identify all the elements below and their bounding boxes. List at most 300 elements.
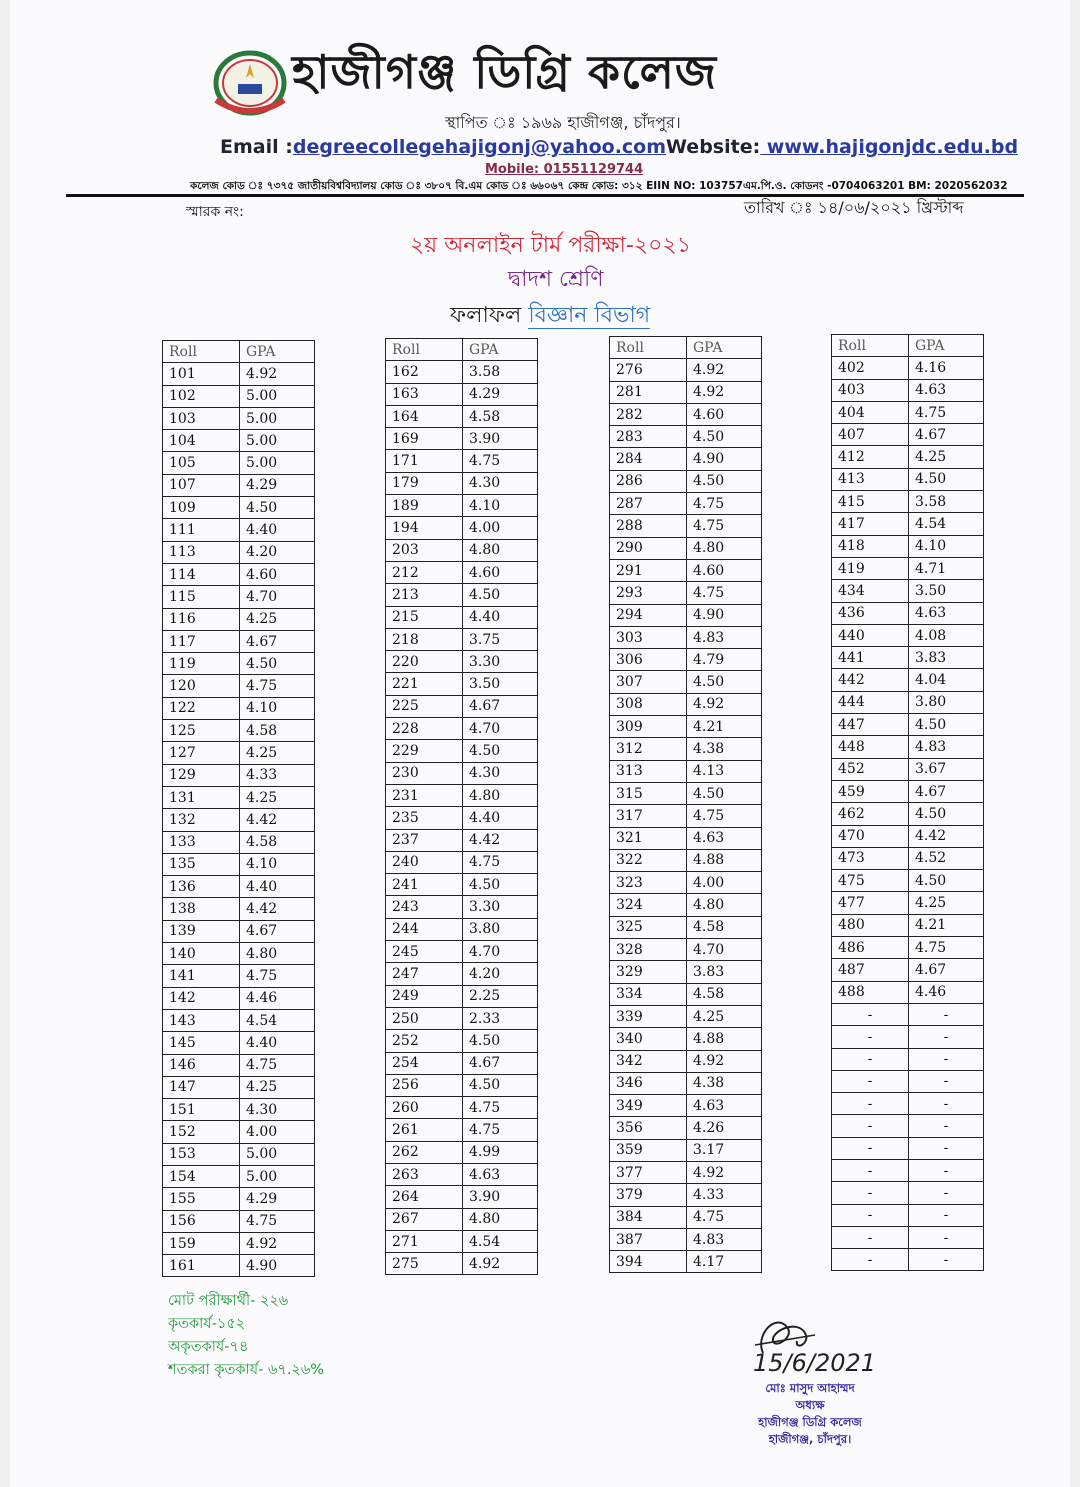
roll-cell: 340 bbox=[610, 1028, 687, 1050]
gpa-cell: 4.63 bbox=[687, 827, 762, 849]
roll-cell: - bbox=[832, 1204, 909, 1226]
gpa-cell: 3.58 bbox=[909, 491, 984, 513]
table-row bbox=[386, 1141, 538, 1163]
table-row bbox=[610, 1251, 762, 1273]
table-row bbox=[610, 916, 762, 938]
gpa-cell: 4.75 bbox=[463, 450, 538, 472]
gpa-cell: 4.00 bbox=[463, 517, 538, 539]
table-row bbox=[163, 586, 315, 608]
table-row bbox=[163, 541, 315, 563]
table-row bbox=[386, 1253, 538, 1275]
gpa-cell: 4.21 bbox=[687, 716, 762, 738]
gpa-cell: 4.67 bbox=[909, 780, 984, 802]
roll-cell: 284 bbox=[610, 448, 687, 470]
roll-cell: 151 bbox=[163, 1099, 240, 1121]
gpa-cell: 4.90 bbox=[240, 1255, 315, 1277]
table-row bbox=[832, 1182, 984, 1204]
table-row bbox=[386, 851, 538, 873]
roll-cell: 133 bbox=[163, 831, 240, 853]
roll-cell: 249 bbox=[386, 985, 463, 1007]
table-row bbox=[163, 653, 315, 675]
table-row bbox=[610, 515, 762, 537]
table-row bbox=[163, 1032, 315, 1054]
roll-column-header: Roll bbox=[832, 335, 909, 357]
roll-cell: - bbox=[832, 1159, 909, 1181]
table-row bbox=[610, 381, 762, 403]
roll-cell: 307 bbox=[610, 671, 687, 693]
table-row bbox=[386, 941, 538, 963]
gpa-cell: 4.92 bbox=[687, 1161, 762, 1183]
roll-cell: 230 bbox=[386, 762, 463, 784]
gpa-cell: 4.60 bbox=[240, 563, 315, 585]
table-row bbox=[386, 651, 538, 673]
roll-cell: - bbox=[832, 1226, 909, 1248]
table-row bbox=[163, 519, 315, 541]
roll-cell: 403 bbox=[832, 379, 909, 401]
table-row bbox=[832, 736, 984, 758]
table-row bbox=[832, 401, 984, 423]
gpa-cell: 4.70 bbox=[687, 939, 762, 961]
gpa-cell: 4.75 bbox=[463, 1119, 538, 1141]
roll-cell: 412 bbox=[832, 446, 909, 468]
roll-cell: 252 bbox=[386, 1030, 463, 1052]
table-row bbox=[832, 669, 984, 691]
table-row bbox=[386, 829, 538, 851]
gpa-cell: 4.75 bbox=[463, 851, 538, 873]
table-row bbox=[832, 513, 984, 535]
stamp-address: হাজীগঞ্জ, চাঁদপুর। bbox=[768, 1432, 852, 1446]
table-row bbox=[163, 965, 315, 987]
result-summary bbox=[168, 1290, 324, 1382]
gpa-cell: 4.40 bbox=[240, 1032, 315, 1054]
roll-cell: 434 bbox=[832, 580, 909, 602]
table-row bbox=[386, 1230, 538, 1252]
roll-cell: 404 bbox=[832, 401, 909, 423]
table-row bbox=[610, 649, 762, 671]
roll-cell: - bbox=[832, 1093, 909, 1115]
table-row bbox=[610, 827, 762, 849]
roll-cell: 287 bbox=[610, 493, 687, 515]
gpa-cell: 4.67 bbox=[909, 959, 984, 981]
table-row bbox=[610, 604, 762, 626]
gpa-cell: 4.16 bbox=[909, 357, 984, 379]
result-label: ফলাফল bbox=[450, 303, 522, 328]
gpa-cell: - bbox=[909, 1003, 984, 1025]
roll-cell: 213 bbox=[386, 584, 463, 606]
table-row bbox=[610, 1228, 762, 1250]
gpa-cell: 4.75 bbox=[240, 965, 315, 987]
gpa-cell: 4.75 bbox=[909, 401, 984, 423]
roll-cell: 377 bbox=[610, 1161, 687, 1183]
gpa-cell: 4.42 bbox=[240, 809, 315, 831]
result-table-1 bbox=[162, 340, 315, 1277]
gpa-column-header: GPA bbox=[687, 337, 762, 359]
roll-cell: 243 bbox=[386, 896, 463, 918]
table-row bbox=[163, 1232, 315, 1254]
roll-cell: 317 bbox=[610, 805, 687, 827]
roll-cell: 136 bbox=[163, 876, 240, 898]
table-row bbox=[163, 1009, 315, 1031]
roll-cell: 122 bbox=[163, 697, 240, 719]
established-line: স্থাপিত ঃ ১৯৬৯ হাজীগঞ্জ, চাঁদপুর। bbox=[445, 113, 681, 132]
table-row bbox=[386, 561, 538, 583]
table-row bbox=[163, 630, 315, 652]
gpa-cell: 4.13 bbox=[687, 760, 762, 782]
table-row bbox=[610, 426, 762, 448]
principal-name: মোঃ মাসুদ আহাম্মদ bbox=[765, 1381, 855, 1395]
roll-cell: 141 bbox=[163, 965, 240, 987]
gpa-cell: 4.50 bbox=[240, 653, 315, 675]
gpa-cell: 4.75 bbox=[687, 493, 762, 515]
table-row bbox=[610, 1028, 762, 1050]
table-row bbox=[163, 1121, 315, 1143]
table-row bbox=[163, 1076, 315, 1098]
table-row bbox=[163, 1099, 315, 1121]
table-row bbox=[610, 693, 762, 715]
table-row bbox=[386, 695, 538, 717]
roll-cell: 113 bbox=[163, 541, 240, 563]
gpa-cell: - bbox=[909, 1249, 984, 1271]
gpa-cell: 4.75 bbox=[909, 937, 984, 959]
gpa-column-header: GPA bbox=[909, 335, 984, 357]
gpa-cell: 4.50 bbox=[687, 470, 762, 492]
gpa-cell: 4.67 bbox=[463, 1052, 538, 1074]
table-row bbox=[832, 1137, 984, 1159]
table-row bbox=[386, 784, 538, 806]
roll-cell: 103 bbox=[163, 407, 240, 429]
table-row bbox=[832, 758, 984, 780]
table-row bbox=[832, 1159, 984, 1181]
roll-cell: 142 bbox=[163, 987, 240, 1009]
table-row bbox=[832, 535, 984, 557]
table-row bbox=[832, 870, 984, 892]
roll-cell: 115 bbox=[163, 586, 240, 608]
roll-cell: 413 bbox=[832, 468, 909, 490]
table-row bbox=[610, 582, 762, 604]
table-row bbox=[386, 1030, 538, 1052]
gpa-cell: 3.90 bbox=[463, 428, 538, 450]
table-row bbox=[832, 624, 984, 646]
roll-cell: 109 bbox=[163, 497, 240, 519]
gpa-cell: 4.67 bbox=[240, 920, 315, 942]
roll-cell: 473 bbox=[832, 847, 909, 869]
gpa-cell: 4.92 bbox=[687, 359, 762, 381]
roll-cell: 328 bbox=[610, 939, 687, 961]
roll-cell: 267 bbox=[386, 1208, 463, 1230]
roll-cell: 346 bbox=[610, 1072, 687, 1094]
gpa-cell: 4.67 bbox=[240, 630, 315, 652]
gpa-cell: 4.92 bbox=[687, 693, 762, 715]
handwritten-signature bbox=[745, 1305, 945, 1385]
table-row bbox=[832, 468, 984, 490]
table-row bbox=[163, 764, 315, 786]
table-row bbox=[832, 803, 984, 825]
result-table-2 bbox=[385, 338, 538, 1275]
roll-cell: 154 bbox=[163, 1165, 240, 1187]
table-row bbox=[386, 673, 538, 695]
table-row bbox=[832, 1226, 984, 1248]
memo-number: স্মারক নং: bbox=[186, 204, 244, 220]
gpa-cell: 4.50 bbox=[687, 782, 762, 804]
email-link[interactable]: degreecollegehajigonj@yahoo.com bbox=[292, 136, 667, 158]
table-row bbox=[832, 825, 984, 847]
gpa-cell: 4.40 bbox=[463, 807, 538, 829]
roll-cell: 131 bbox=[163, 786, 240, 808]
gpa-cell: 4.80 bbox=[463, 784, 538, 806]
gpa-cell: 4.54 bbox=[240, 1009, 315, 1031]
gpa-cell: 4.58 bbox=[240, 831, 315, 853]
table-row bbox=[610, 1050, 762, 1072]
roll-cell: 321 bbox=[610, 827, 687, 849]
roll-cell: 286 bbox=[610, 470, 687, 492]
table-row bbox=[832, 446, 984, 468]
gpa-cell: 3.75 bbox=[463, 628, 538, 650]
gpa-cell: 4.10 bbox=[463, 495, 538, 517]
roll-cell: 240 bbox=[386, 851, 463, 873]
roll-cell: 125 bbox=[163, 720, 240, 742]
roll-cell: 486 bbox=[832, 937, 909, 959]
issue-date: তারিখ ঃ ১৪/০৬/২০২১ খ্রিস্টাব্দ bbox=[744, 198, 964, 217]
gpa-cell: 3.30 bbox=[463, 651, 538, 673]
gpa-cell: 4.83 bbox=[687, 1228, 762, 1250]
table-row bbox=[832, 1115, 984, 1137]
gpa-cell: 5.00 bbox=[240, 385, 315, 407]
gpa-cell: 3.80 bbox=[463, 918, 538, 940]
roll-cell: 263 bbox=[386, 1163, 463, 1185]
table-row bbox=[163, 809, 315, 831]
gpa-cell: 4.67 bbox=[909, 424, 984, 446]
gpa-cell: 4.50 bbox=[687, 426, 762, 448]
gpa-cell: 4.58 bbox=[687, 916, 762, 938]
roll-cell: 164 bbox=[386, 405, 463, 427]
roll-cell: 229 bbox=[386, 740, 463, 762]
roll-cell: - bbox=[832, 1026, 909, 1048]
roll-cell: 323 bbox=[610, 872, 687, 894]
table-row bbox=[610, 448, 762, 470]
gpa-cell: 4.26 bbox=[687, 1117, 762, 1139]
gpa-cell: 5.00 bbox=[240, 407, 315, 429]
table-row bbox=[163, 407, 315, 429]
roll-cell: 132 bbox=[163, 809, 240, 831]
table-row bbox=[832, 491, 984, 513]
table-row bbox=[832, 1003, 984, 1025]
roll-cell: 271 bbox=[386, 1230, 463, 1252]
table-row bbox=[386, 985, 538, 1007]
roll-cell: 387 bbox=[610, 1228, 687, 1250]
table-row bbox=[832, 981, 984, 1003]
roll-cell: 163 bbox=[386, 383, 463, 405]
college-name: হাজীগঞ্জ ডিগ্রি কলেজ bbox=[292, 45, 718, 99]
roll-column-header: Roll bbox=[386, 339, 463, 361]
gpa-cell: 4.17 bbox=[687, 1251, 762, 1273]
table-row bbox=[832, 424, 984, 446]
roll-cell: 349 bbox=[610, 1095, 687, 1117]
gpa-cell: 3.83 bbox=[687, 961, 762, 983]
table-row bbox=[386, 1208, 538, 1230]
table-row bbox=[610, 738, 762, 760]
roll-cell: 169 bbox=[386, 428, 463, 450]
class-name: দ্বাদশ শ্রেণি bbox=[508, 267, 604, 292]
table-row bbox=[163, 920, 315, 942]
roll-cell: 442 bbox=[832, 669, 909, 691]
table-row bbox=[610, 961, 762, 983]
roll-cell: 153 bbox=[163, 1143, 240, 1165]
roll-cell: 359 bbox=[610, 1139, 687, 1161]
gpa-cell: 4.52 bbox=[909, 847, 984, 869]
table-row bbox=[610, 872, 762, 894]
gpa-cell: 4.30 bbox=[240, 1099, 315, 1121]
gpa-cell: 4.25 bbox=[240, 786, 315, 808]
stamp-college: হাজীগঞ্জ ডিগ্রি কলেজ bbox=[758, 1415, 862, 1429]
email-label: Email : bbox=[220, 136, 293, 158]
roll-cell: 308 bbox=[610, 693, 687, 715]
gpa-cell: 4.60 bbox=[463, 561, 538, 583]
total-examinees: মোট পরীক্ষার্থী- ২২৬ bbox=[168, 1293, 289, 1309]
gpa-cell: 4.50 bbox=[463, 584, 538, 606]
roll-cell: 129 bbox=[163, 764, 240, 786]
table-header-row bbox=[163, 341, 315, 363]
gpa-cell: 4.75 bbox=[463, 1097, 538, 1119]
roll-cell: 447 bbox=[832, 714, 909, 736]
gpa-cell: 4.58 bbox=[463, 405, 538, 427]
gpa-column-header: GPA bbox=[463, 339, 538, 361]
table-row bbox=[386, 762, 538, 784]
table-row bbox=[832, 959, 984, 981]
table-row bbox=[163, 1255, 315, 1277]
table-row bbox=[832, 580, 984, 602]
table-row bbox=[832, 647, 984, 669]
roll-cell: 146 bbox=[163, 1054, 240, 1076]
gpa-cell: 4.54 bbox=[463, 1230, 538, 1252]
website-link[interactable]: www.hajigonjdc.edu.bd bbox=[760, 136, 1019, 158]
table-row bbox=[386, 740, 538, 762]
gpa-cell: 3.50 bbox=[909, 580, 984, 602]
table-row bbox=[386, 874, 538, 896]
gpa-cell: 4.83 bbox=[909, 736, 984, 758]
roll-cell: 288 bbox=[610, 515, 687, 537]
roll-cell: 135 bbox=[163, 853, 240, 875]
gpa-cell: 5.00 bbox=[240, 452, 315, 474]
college-emblem-icon bbox=[210, 50, 290, 116]
roll-cell: 312 bbox=[610, 738, 687, 760]
roll-cell: 225 bbox=[386, 695, 463, 717]
gpa-cell: 3.83 bbox=[909, 647, 984, 669]
gpa-cell: 3.67 bbox=[909, 758, 984, 780]
gpa-cell: 4.30 bbox=[463, 762, 538, 784]
roll-cell: 324 bbox=[610, 894, 687, 916]
table-row bbox=[832, 691, 984, 713]
roll-cell: 329 bbox=[610, 961, 687, 983]
gpa-cell: 4.00 bbox=[687, 872, 762, 894]
gpa-cell: 4.92 bbox=[240, 363, 315, 385]
mobile-number: Mobile: 01551129744 bbox=[485, 162, 644, 177]
roll-cell: 283 bbox=[610, 426, 687, 448]
table-header-row bbox=[832, 335, 984, 357]
table-row bbox=[163, 675, 315, 697]
table-row bbox=[610, 805, 762, 827]
gpa-cell: 4.80 bbox=[687, 537, 762, 559]
gpa-cell: 3.80 bbox=[909, 691, 984, 713]
table-row bbox=[610, 939, 762, 961]
gpa-cell: 4.92 bbox=[687, 381, 762, 403]
gpa-cell: 4.67 bbox=[463, 695, 538, 717]
gpa-cell: 4.88 bbox=[687, 1028, 762, 1050]
roll-cell: 241 bbox=[386, 874, 463, 896]
roll-cell: 147 bbox=[163, 1076, 240, 1098]
roll-cell: 215 bbox=[386, 606, 463, 628]
gpa-cell: - bbox=[909, 1159, 984, 1181]
roll-cell: 394 bbox=[610, 1251, 687, 1273]
roll-cell: 452 bbox=[832, 758, 909, 780]
gpa-cell: 4.04 bbox=[909, 669, 984, 691]
table-row bbox=[163, 720, 315, 742]
gpa-cell: 4.42 bbox=[463, 829, 538, 851]
roll-cell: 152 bbox=[163, 1121, 240, 1143]
roll-cell: 417 bbox=[832, 513, 909, 535]
roll-cell: 156 bbox=[163, 1210, 240, 1232]
table-row bbox=[163, 697, 315, 719]
gpa-cell: 4.46 bbox=[909, 981, 984, 1003]
table-row bbox=[610, 403, 762, 425]
gpa-cell: 4.60 bbox=[687, 403, 762, 425]
gpa-cell: - bbox=[909, 1070, 984, 1092]
roll-cell: 235 bbox=[386, 807, 463, 829]
table-row bbox=[610, 1184, 762, 1206]
table-row bbox=[386, 1007, 538, 1029]
table-row bbox=[610, 1117, 762, 1139]
gpa-cell: 4.54 bbox=[909, 513, 984, 535]
gpa-cell: 4.75 bbox=[687, 515, 762, 537]
roll-cell: 462 bbox=[832, 803, 909, 825]
table-row bbox=[610, 1005, 762, 1027]
gpa-cell: 4.50 bbox=[240, 497, 315, 519]
gpa-cell: 4.63 bbox=[909, 379, 984, 401]
roll-cell: 339 bbox=[610, 1005, 687, 1027]
roll-cell: - bbox=[832, 1182, 909, 1204]
gpa-cell: - bbox=[909, 1226, 984, 1248]
gpa-cell: 4.50 bbox=[909, 803, 984, 825]
roll-cell: 107 bbox=[163, 474, 240, 496]
gpa-cell: 4.33 bbox=[687, 1184, 762, 1206]
gpa-cell: 4.42 bbox=[240, 898, 315, 920]
gpa-cell: 4.25 bbox=[240, 608, 315, 630]
table-row bbox=[832, 1048, 984, 1070]
gpa-cell: 4.63 bbox=[687, 1095, 762, 1117]
roll-cell: 250 bbox=[386, 1007, 463, 1029]
roll-cell: 119 bbox=[163, 653, 240, 675]
gpa-cell: 4.29 bbox=[240, 474, 315, 496]
table-row bbox=[163, 943, 315, 965]
gpa-cell: 4.20 bbox=[463, 963, 538, 985]
roll-cell: 419 bbox=[832, 557, 909, 579]
gpa-cell: 4.25 bbox=[909, 446, 984, 468]
table-row bbox=[832, 379, 984, 401]
table-row bbox=[386, 495, 538, 517]
table-row bbox=[163, 385, 315, 407]
table-row bbox=[386, 1097, 538, 1119]
roll-cell: 448 bbox=[832, 736, 909, 758]
failed-count: অকৃতকার্য-৭৪ bbox=[168, 1339, 249, 1355]
gpa-cell: 4.80 bbox=[463, 539, 538, 561]
table-row bbox=[610, 626, 762, 648]
roll-cell: 247 bbox=[386, 963, 463, 985]
gpa-cell: 4.20 bbox=[240, 541, 315, 563]
roll-cell: 306 bbox=[610, 649, 687, 671]
table-row bbox=[832, 1070, 984, 1092]
table-row bbox=[163, 786, 315, 808]
gpa-cell: 4.50 bbox=[463, 874, 538, 896]
handwritten-date: 15/6/2021 bbox=[753, 1349, 877, 1377]
